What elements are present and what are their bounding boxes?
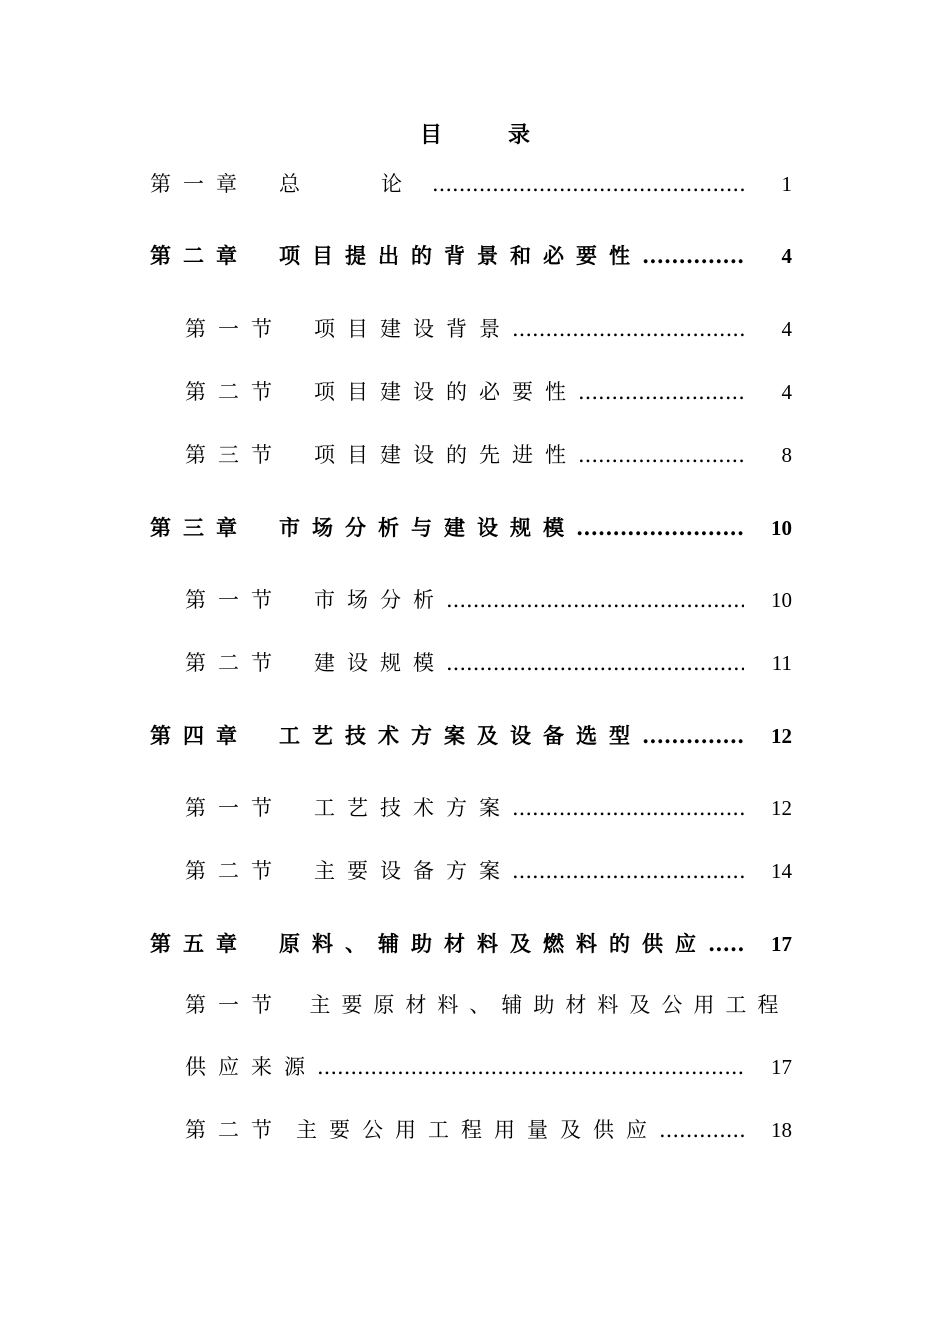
toc-entry-title: 工艺技术方案 bbox=[314, 796, 512, 820]
toc-entry-chapter-3[interactable] bbox=[150, 512, 792, 542]
toc-entry-title: 市场分析 bbox=[314, 588, 446, 612]
toc-entry-label: 第一节 bbox=[185, 588, 284, 612]
toc-leader-dots bbox=[659, 1118, 744, 1142]
toc-leader-dots bbox=[446, 588, 744, 612]
toc-entry-label: 第三章 bbox=[150, 515, 249, 540]
toc-entry-section-3-2[interactable] bbox=[185, 647, 792, 677]
toc-leader-dots bbox=[512, 796, 744, 820]
toc-leader-dots bbox=[512, 317, 744, 341]
toc-entry-section-2-3[interactable] bbox=[185, 439, 792, 469]
toc-entry-title: 主要公用工程用量及供应 bbox=[296, 1118, 659, 1142]
toc-entry-label: 第五章 bbox=[150, 931, 249, 956]
toc-entry-title: 项目建设背景 bbox=[314, 317, 512, 341]
toc-leader-dots bbox=[446, 651, 744, 675]
toc-entry-label: 第二章 bbox=[150, 243, 249, 268]
toc-leader-dots bbox=[576, 515, 744, 540]
toc-entry-title: 项目提出的背景和必要性 bbox=[279, 243, 642, 268]
toc-entry-title: 主要设备方案 bbox=[314, 859, 512, 883]
toc-entry-page: 17 bbox=[771, 1055, 792, 1079]
toc-entry-title: 项目建设的先进性 bbox=[314, 443, 578, 467]
toc-leader-dots bbox=[512, 859, 744, 883]
toc-entry-page: 17 bbox=[771, 932, 792, 956]
toc-entry-label: 第一章 bbox=[150, 172, 249, 196]
toc-entry-label: 第二节 bbox=[185, 380, 284, 404]
toc-entry-label: 第一节 bbox=[185, 317, 284, 341]
toc-entry-page: 12 bbox=[771, 796, 792, 820]
toc-entry-page: 4 bbox=[781, 380, 792, 404]
toc-entry-page: 14 bbox=[771, 859, 792, 883]
toc-entry-title-continued: 供应来源 bbox=[185, 1055, 317, 1079]
toc-entry-title: 项目建设的必要性 bbox=[314, 380, 578, 404]
toc-leader-dots bbox=[317, 1055, 744, 1079]
toc-entry-page: 10 bbox=[771, 516, 792, 540]
toc-entry-chapter-1[interactable] bbox=[150, 168, 792, 198]
toc-entry-page: 12 bbox=[771, 724, 792, 748]
toc-entry-chapter-4[interactable] bbox=[150, 720, 792, 750]
toc-entry-page: 10 bbox=[771, 588, 792, 612]
toc-entry-section-4-1[interactable] bbox=[185, 792, 792, 822]
toc-leader-dots bbox=[578, 380, 744, 404]
toc-entry-page: 11 bbox=[771, 651, 792, 675]
toc-entry-section-2-2[interactable] bbox=[185, 376, 792, 406]
toc-entry-label: 第一节 bbox=[185, 993, 284, 1017]
toc-leader-dots bbox=[642, 723, 744, 748]
toc-entry-page: 1 bbox=[781, 172, 792, 196]
toc-entry-section-3-1[interactable] bbox=[185, 584, 792, 614]
toc-entry-label: 第二节 bbox=[185, 651, 284, 675]
toc-entry-label: 第一节 bbox=[185, 796, 284, 820]
toc-entry-section-5-2[interactable] bbox=[185, 1114, 792, 1144]
toc-entry-title: 建设规模 bbox=[314, 651, 446, 675]
toc-entry-page: 4 bbox=[781, 244, 792, 268]
toc-entry-section-5-1-continued[interactable] bbox=[185, 1051, 792, 1081]
toc-entry-title: 市场分析与建设规模 bbox=[279, 515, 576, 540]
toc-entry-page: 18 bbox=[771, 1118, 792, 1142]
toc-entry-page: 8 bbox=[781, 443, 792, 467]
toc-entry-chapter-2[interactable] bbox=[150, 240, 792, 270]
toc-leader-dots bbox=[642, 243, 744, 268]
toc-entry-section-4-2[interactable] bbox=[185, 855, 792, 885]
toc-entry-title: 原料、辅助材料及燃料的供应 bbox=[279, 931, 708, 956]
toc-entry-chapter-5[interactable] bbox=[150, 928, 792, 958]
toc-entry-section-5-1[interactable] bbox=[185, 989, 792, 1019]
toc-entry-section-2-1[interactable] bbox=[185, 313, 792, 343]
toc-entry-title: 主要原材料、辅助材料及公用工程 bbox=[309, 993, 790, 1017]
toc-entry-title: 总 论 bbox=[279, 172, 432, 196]
toc-entry-label: 第二节 bbox=[185, 859, 284, 883]
toc-entry-label: 第二节 bbox=[185, 1118, 284, 1142]
toc-title: 目 录 bbox=[419, 122, 552, 148]
toc-leader-dots bbox=[578, 443, 744, 467]
toc-entry-page: 4 bbox=[781, 317, 792, 341]
toc-leader-dots bbox=[432, 172, 744, 196]
toc-entry-label: 第三节 bbox=[185, 443, 284, 467]
toc-leader-dots bbox=[708, 931, 744, 956]
toc-entry-title: 工艺技术方案及设备选型 bbox=[279, 723, 642, 748]
toc-entry-label: 第四章 bbox=[150, 723, 249, 748]
